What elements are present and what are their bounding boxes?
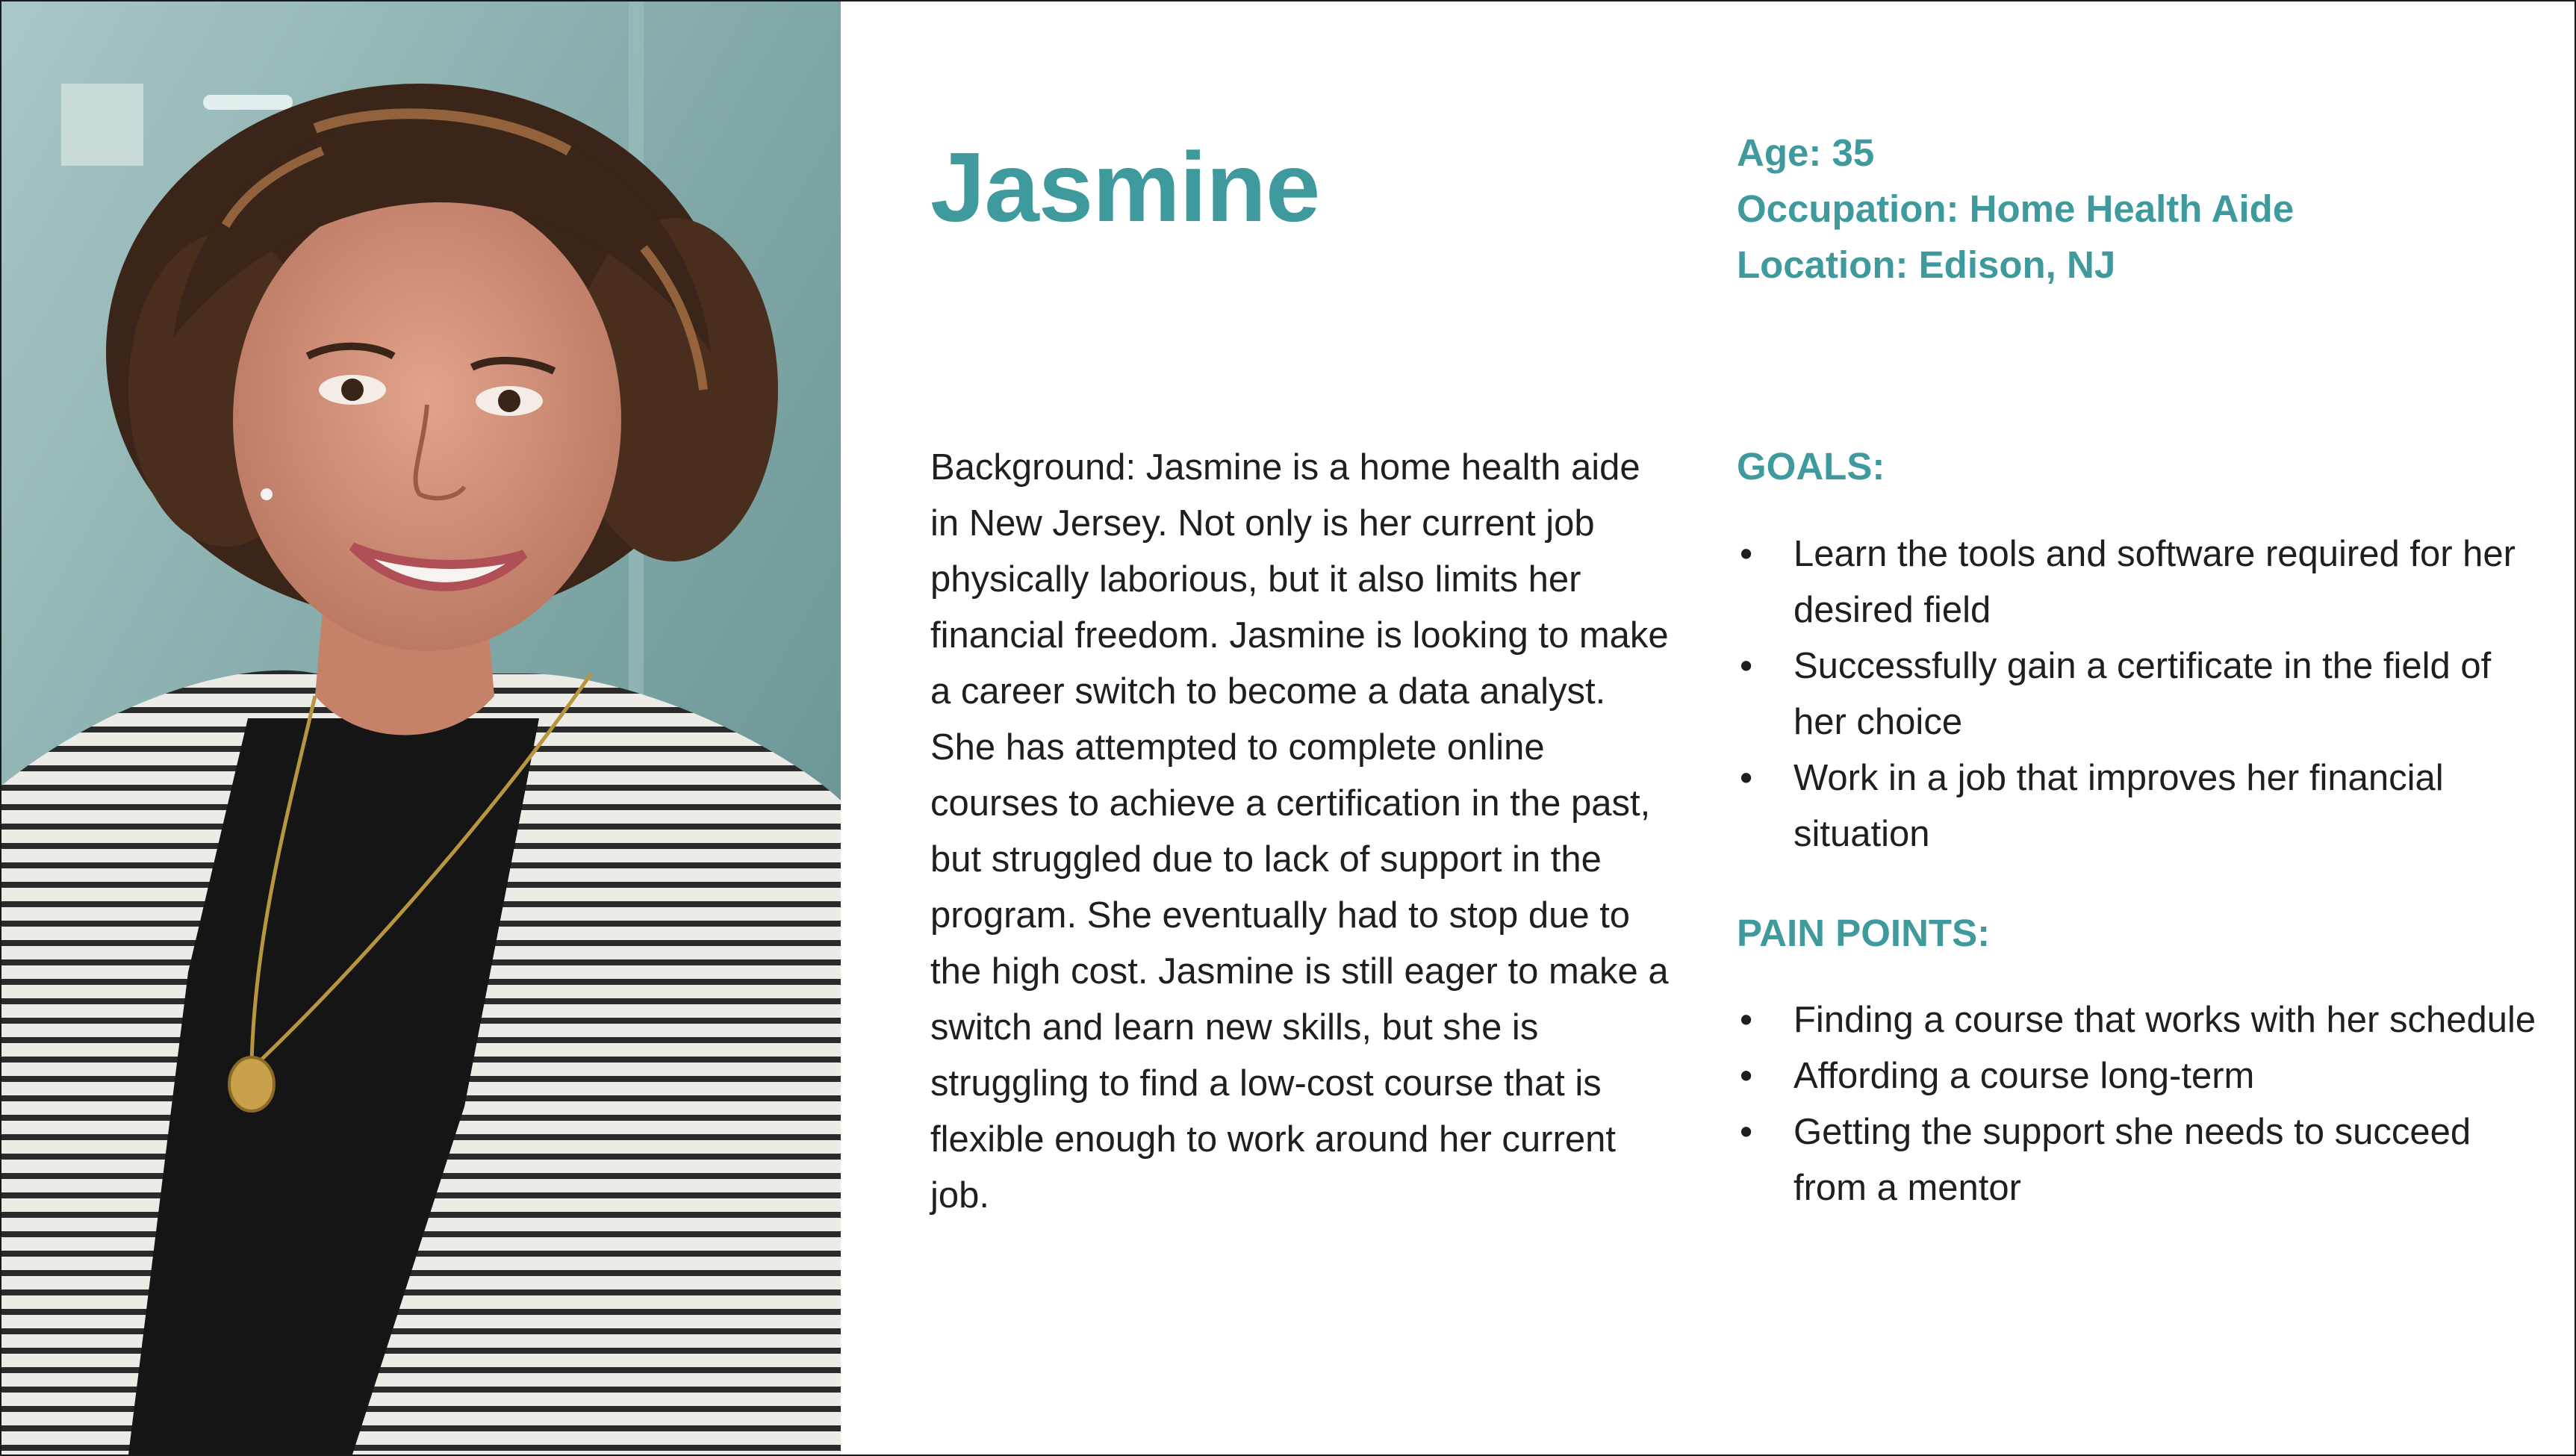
pain-point-text: Getting the support she needs to succeed from a mentor xyxy=(1793,1112,2471,1208)
goal-text: Successfully gain a certificate in the field of her choice xyxy=(1793,646,2492,742)
bullet-icon: • xyxy=(1740,534,1753,574)
goal-text: Learn the tools and software required for her desired field xyxy=(1793,534,2516,630)
list-item xyxy=(1737,992,2543,1048)
persona-age: Age: 35 xyxy=(1737,131,1875,174)
persona-occupation: Occupation: Home Health Aide xyxy=(1737,187,2295,230)
list-item xyxy=(1737,750,2543,862)
pain-points-heading: PAIN POINTS: xyxy=(1737,912,1991,954)
bullet-icon: • xyxy=(1740,1000,1753,1040)
bullet-icon: • xyxy=(1740,758,1753,798)
bullet-icon: • xyxy=(1740,1112,1753,1152)
list-item xyxy=(1737,526,2543,638)
pain-points-list xyxy=(1737,992,2543,1216)
pain-point-text: Finding a course that works with her schedule xyxy=(1793,1000,2536,1040)
bullet-icon: • xyxy=(1740,1056,1753,1096)
persona-facts xyxy=(1737,125,2294,293)
goals-heading: GOALS: xyxy=(1737,445,1885,488)
goals-list xyxy=(1737,526,2543,862)
pain-point-text: Affording a course long-term xyxy=(1793,1056,2255,1096)
persona-location: Location: Edison, NJ xyxy=(1737,243,2116,286)
bullet-icon: • xyxy=(1740,646,1753,686)
goal-text: Work in a job that improves her financial situation xyxy=(1793,758,2444,854)
background-paragraph: Background: Jasmine is a home health aide in New Jersey. Not only is her current job physically laborious, but it also limits her financial freedom. Jasmine is looking to make a career switch to become a data analyst. She has attempted to complete online courses to achieve a certification in the past, but struggled due to lack of support in the program. She eventually had to stop due to the high cost. Jasmine is still eager to make a switch and learn new skills, but she is struggling to find a low-cost course that is flexible enough to work around her current job. xyxy=(930,447,1669,1216)
persona-photo xyxy=(1,1,841,1455)
persona-name: Jasmine xyxy=(930,132,1320,242)
list-item xyxy=(1737,1048,2543,1104)
list-item xyxy=(1737,638,2543,750)
list-item xyxy=(1737,1104,2543,1216)
